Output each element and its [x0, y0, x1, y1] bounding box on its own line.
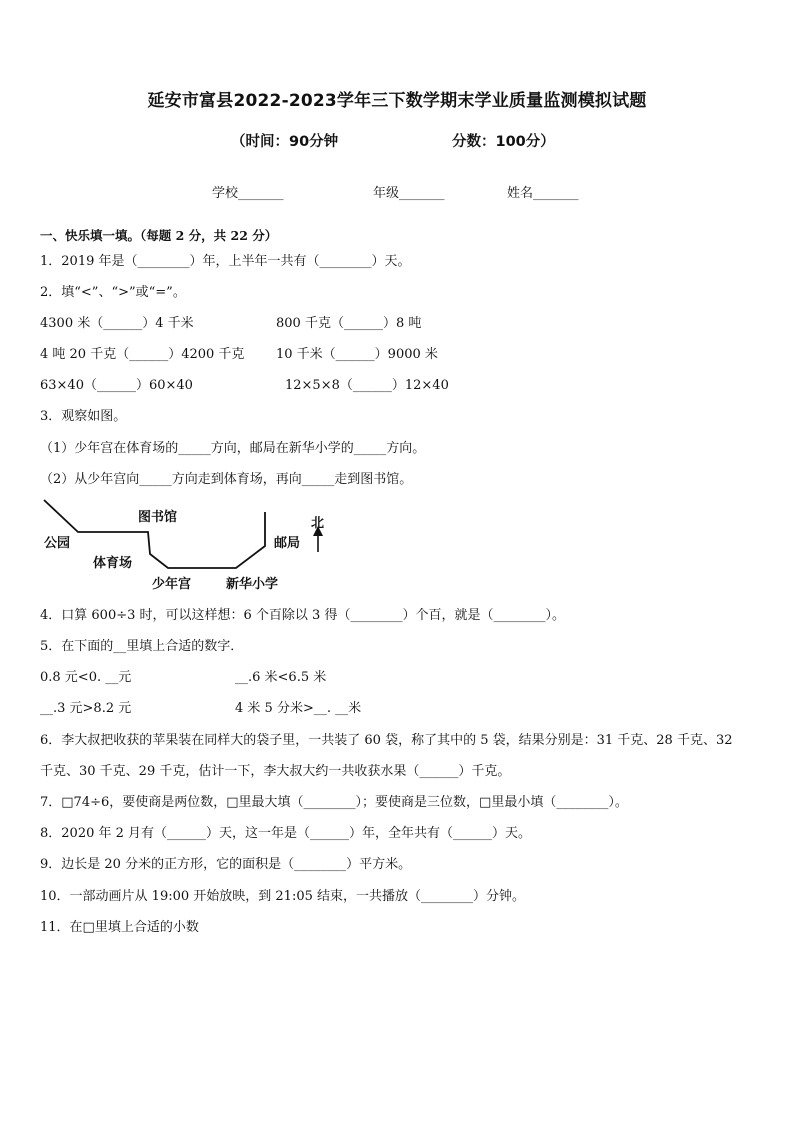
- map-label-xinhua-school: 新华小学: [226, 577, 279, 592]
- grade-field: 年级_______: [373, 186, 445, 201]
- map-label-stadium: 体育场: [93, 556, 133, 571]
- question-7: 7．□74÷6，要使商是两位数，□里最大填（________）；要使商是三位数，□里最小填（________）。: [40, 795, 628, 810]
- map-label-library: 图书馆: [138, 510, 178, 525]
- map-routes: [40, 496, 350, 592]
- map-label-north: 北: [311, 516, 325, 531]
- question-3: 3．观察如图。: [40, 409, 127, 424]
- q5-item: __.3 元>8.2 元: [40, 701, 132, 716]
- question-6: 6．李大叔把收获的苹果装在同样大的袋子里，一共装了 60 袋，称了其中的 5 袋，结果分别是：31 千克、28 千克、32: [40, 733, 733, 748]
- question-5: 5．在下面的__里填上合适的数字．: [40, 639, 244, 654]
- section-heading: 一、快乐填一填。（每题 2 分，共 22 分）: [40, 228, 278, 243]
- q2-item: 63×40（______）60×40: [40, 378, 193, 393]
- map-label-youth-palace: 少年宫: [152, 577, 192, 592]
- name-field: 姓名_______: [507, 186, 579, 201]
- question-4: 4．口算 600÷3 时，可以这样想：6 个百除以 3 得（________）个百，就是（________）。: [40, 608, 565, 623]
- exam-time: （时间：90分钟: [231, 134, 339, 150]
- q2-item: 4300 米（______）4 千米: [40, 316, 194, 331]
- school-field: 学校_______: [212, 186, 284, 201]
- map-label-park: 公园: [44, 536, 71, 551]
- q2-item: 12×5×8（______）12×40: [285, 378, 449, 393]
- question-3-part-1: （1）少年宫在体育场的_____方向，邮局在新华小学的_____方向。: [40, 441, 426, 456]
- q2-item: 10 千米（______）9000 米: [276, 347, 438, 362]
- question-11: 11．在□里填上合适的小数: [40, 920, 199, 935]
- question-2: 2．填“<”、“>”或“=”。: [40, 285, 186, 300]
- question-8: 8．2020 年 2 月有（______）天，这一年是（______）年，全年共有（______）天。: [40, 826, 532, 841]
- q5-item: 4 米 5 分米>__. __米: [235, 701, 362, 716]
- q5-item: 0.8 元<0. __元: [40, 670, 132, 685]
- map-label-post-office: 邮局: [274, 536, 301, 551]
- question-3-part-2: （2）从少年宫向_____方向走到体育场，再向_____走到图书馆。: [40, 472, 413, 487]
- q2-item: 800 千克（______）8 吨: [276, 316, 422, 331]
- q2-item: 4 吨 20 千克（______）4200 千克: [40, 347, 245, 362]
- page-title: 延安市富县2022-2023学年三下数学期末学业质量监测模拟试题: [147, 91, 647, 111]
- question-6-continued: 千克、30 千克、29 千克，估计一下，李大叔大约一共收获水果（______）千克。: [40, 764, 511, 779]
- exam-score: 分数：100分）: [452, 134, 555, 150]
- question-9: 9．边长是 20 分米的正方形，它的面积是（________）平方米。: [40, 857, 412, 872]
- direction-map: [40, 496, 350, 592]
- q5-item: __.6 米<6.5 米: [235, 670, 327, 685]
- question-1: 1．2019 年是（________）年，上半年一共有（________）天。: [40, 254, 411, 269]
- question-10: 10．一部动画片从 19:00 开始放映，到 21:05 结束，一共播放（________）分钟。: [40, 889, 525, 904]
